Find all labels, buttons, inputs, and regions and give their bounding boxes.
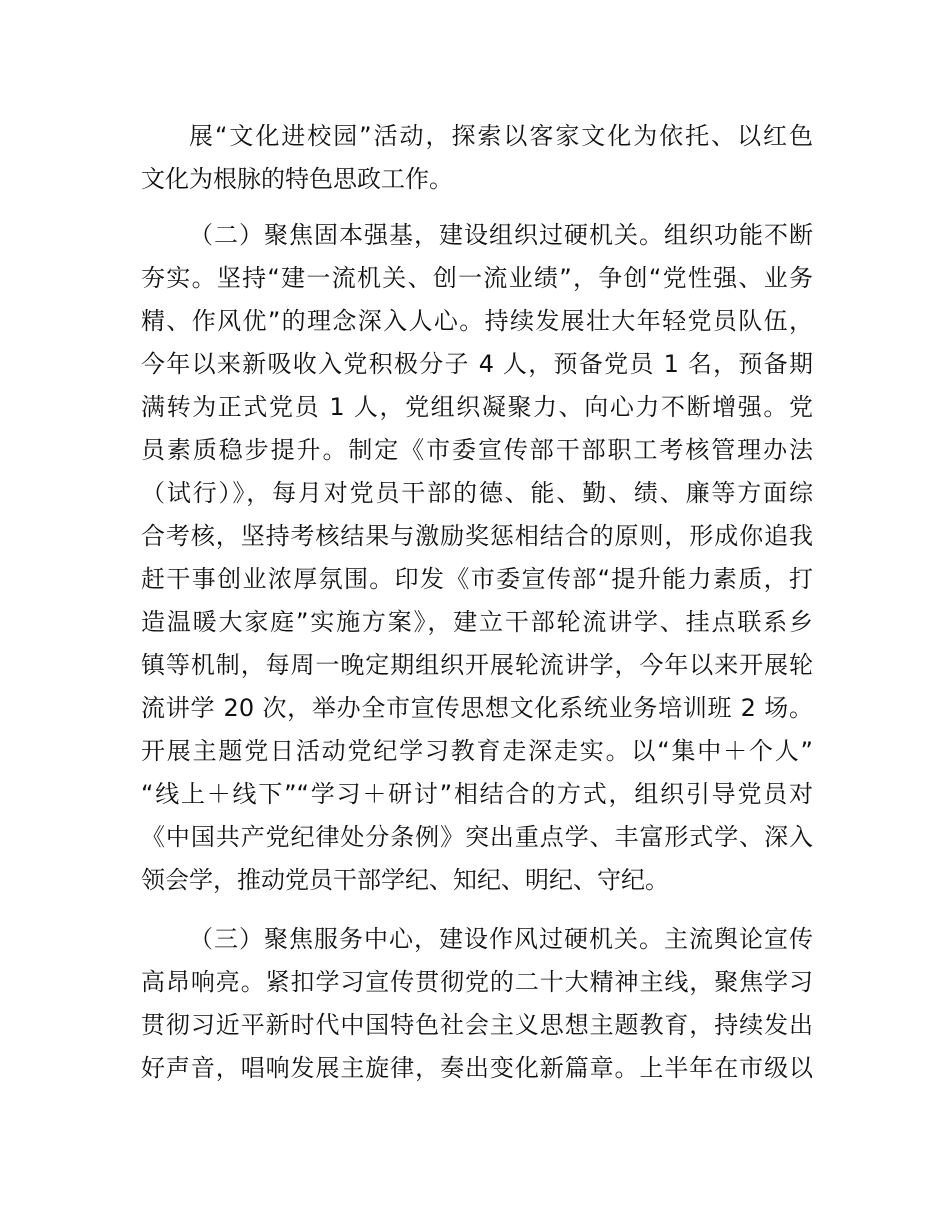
paragraph-line: 赶干事创业浓厚氛围。印发《市委宣传部“提升能力素质，打	[141, 565, 813, 593]
paragraph-line: 好声音，唱响发展主旋律，奏出变化新篇章。上半年在市级以	[141, 1054, 813, 1082]
paragraph-line: 精、作风优”的理念深入人心。持续发展壮大年轻党员队伍，	[141, 307, 813, 335]
paragraph-line: 开展主题党日活动党纪学习教育走深走实。以“集中＋个人”	[141, 737, 813, 765]
paragraph-line: 展“文化进校园”活动，探索以客家文化为依托、以红色	[189, 122, 813, 150]
paragraph-line: 合考核，坚持考核结果与激励奖惩相结合的原则，形成你追我	[141, 522, 813, 550]
paragraph-line: 贯彻习近平新时代中国特色社会主义思想主题教育，持续发出	[141, 1011, 813, 1039]
paragraph-3	[141, 918, 813, 1090]
paragraph-line: 镇等机制，每周一晚定期组织开展轮流讲学，今年以来开展轮	[141, 651, 813, 679]
paragraph-line: 高昂响亮。紧扣学习宣传贯彻党的二十大精神主线，聚焦学习	[141, 968, 813, 996]
paragraph-line: （试行）》，每月对党员干部的德、能、勤、绩、廉等方面综	[141, 479, 813, 507]
paragraph-line: （二）聚焦固本强基，建设组织过硬机关。组织功能不断	[189, 221, 813, 249]
paragraph-line: 流讲学 20 次，举办全市宣传思想文化系统业务培训班 2 场。	[141, 694, 813, 722]
paragraph-2	[141, 214, 813, 902]
paragraph-line: “线上＋线下”“学习＋研讨”相结合的方式，组织引导党员对	[141, 780, 813, 808]
paragraph-line: 领会学，推动党员干部学纪、知纪、明纪、守纪。	[141, 866, 669, 894]
paragraph-1	[141, 115, 813, 201]
paragraph-line: 员素质稳步提升。制定《市委宣传部干部职工考核管理办法	[141, 436, 813, 464]
paragraph-line: 文化为根脉的特色思政工作。	[141, 165, 453, 193]
paragraph-line: 满转为正式党员 1 人，党组织凝聚力、向心力不断增强。党	[141, 393, 813, 421]
paragraph-line: 今年以来新吸收入党积极分子 4 人，预备党员 1 名，预备期	[141, 350, 813, 378]
paragraph-line: （三）聚焦服务中心，建设作风过硬机关。主流舆论宣传	[189, 925, 813, 953]
paragraph-line: 造温暖大家庭”实施方案》，建立干部轮流讲学、挂点联系乡	[141, 608, 813, 636]
paragraph-line: 《中国共产党纪律处分条例》突出重点学、丰富形式学、深入	[141, 823, 813, 851]
paragraph-line: 夯实。坚持“建一流机关、创一流业绩”，争创“党性强、业务	[141, 264, 813, 292]
